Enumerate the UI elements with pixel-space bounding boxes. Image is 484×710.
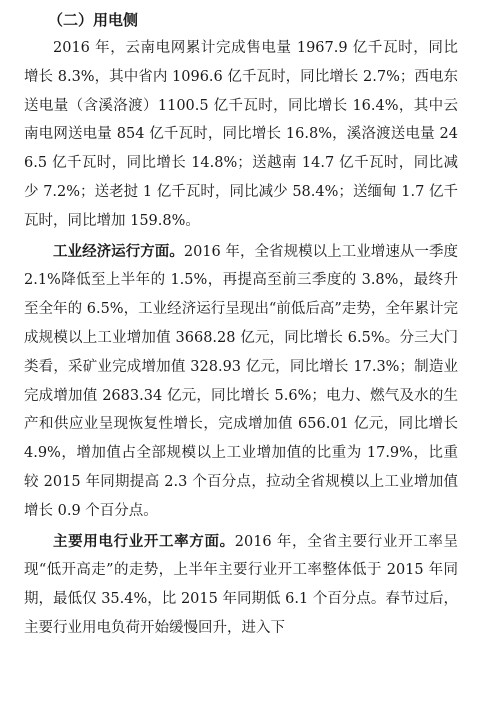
paragraph-body: 2016 年，全省主要行业开工率呈现“低开高走”的走势，上半年主要行业开工率整体低于 2015 年同期，最低仅 35.4%，比 2015 年同期低 6.1 个百分点。春节过后，主要行业用电负荷开始缓慢回升，进入下 xyxy=(24,533,459,636)
paragraph-body: 2016 年，云南电网累计完成售电量 1967.9 亿千瓦时，同比增长 8.3%，其中省内 1096.6 亿千瓦时，同比增长 2.7%；西电东送电量（含溪洛渡）1100.5 亿千瓦时，同比增长 16.4%，其中云南电网送电量 854 亿千瓦时，同比增长 16.8%，溪洛渡送电量 246.5 亿千瓦时，同比增长 14.8%；送越南 14.7 亿千瓦时，同比减少 7.2%；送老挝 1 亿千瓦时，同比减少 58.4%；送缅甸 1.7 亿千瓦时，同比增加 159.8%。 xyxy=(24,40,458,229)
paragraph-lead-heading: 主要用电行业开工率方面。 xyxy=(53,533,235,550)
paragraph-sales-volume xyxy=(24,34,458,236)
paragraph-lead-heading: 工业经济运行方面。 xyxy=(53,243,184,260)
section-heading: （二）用电侧 xyxy=(48,11,139,29)
paragraph-operating-rate xyxy=(24,528,458,643)
paragraph-body: 2016 年，全省规模以上工业增速从一季度 2.1%降低至上半年的 1.5%，再提高至前三季度的 3.8%，最终升至全年的 6.5%，工业经济运行呈现出“前低后高”走势，全年累计完成规模以上工业增加值 3668.28 亿元，同比增长 6.5%。分三大门类看，采矿业完成增加值 328.93 亿元，同比增长 17.3%；制造业完成增加值 2683.34 亿元，同比增长 5.6%；电力、燃气及水的生产和供应业呈现恢复性增长，完成增加值 656.01 亿元，同比增长 4.9%，增加值占全部规模以上工业增加值的比重为 17.9%，比重较 2015 年同期提高 2.3 个百分点，拉动全省规模以上工业增加值增长 0.9 个百分点。 xyxy=(24,243,458,519)
paragraph-industrial-economy xyxy=(24,238,458,526)
